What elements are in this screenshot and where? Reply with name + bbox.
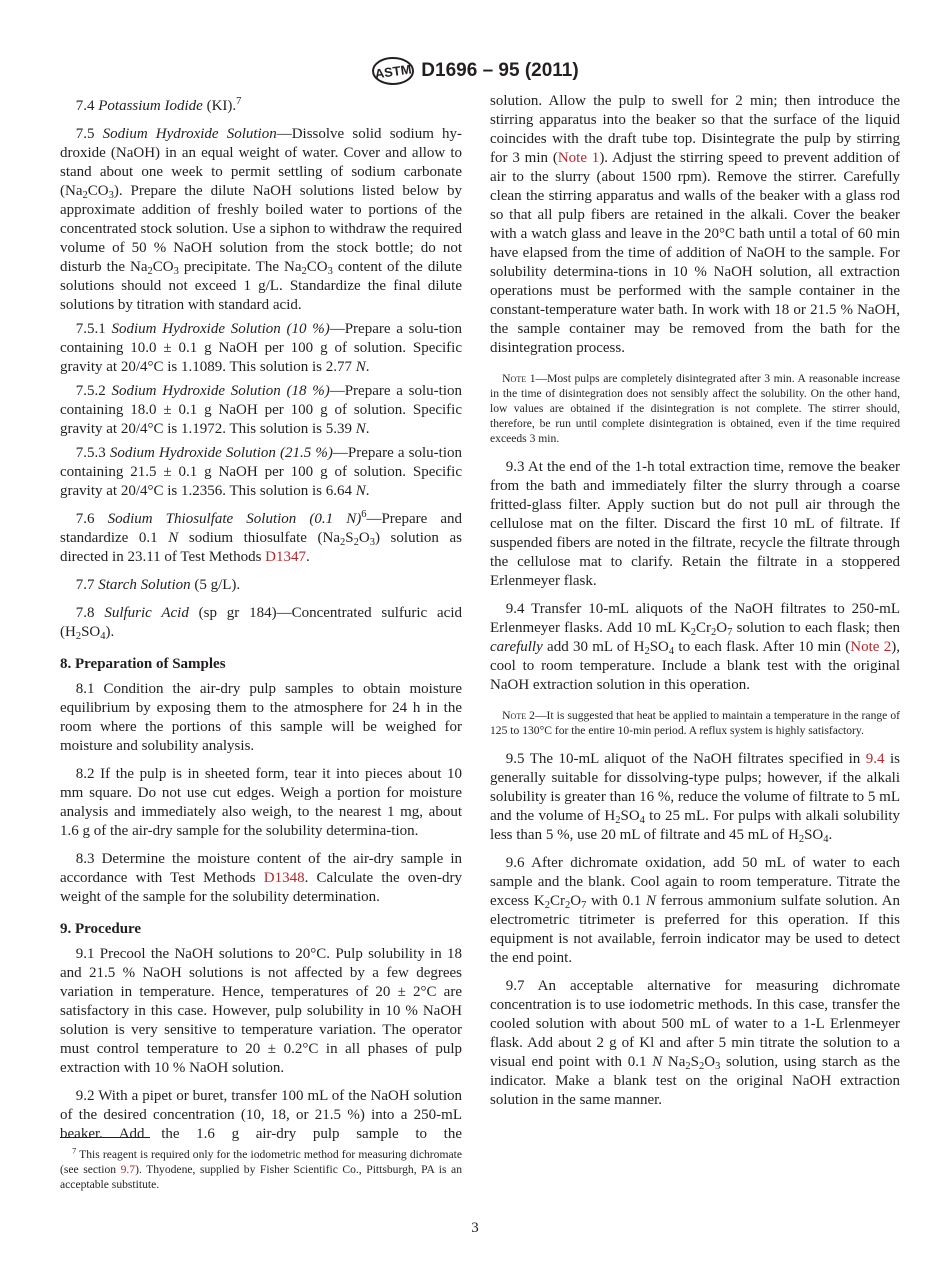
- cross-reference-link[interactable]: 9.4: [865, 751, 885, 767]
- italic-term: N: [652, 1054, 663, 1070]
- subscript: 7: [581, 900, 587, 912]
- cross-reference-link[interactable]: D1348: [263, 870, 305, 886]
- text-run: ).: [105, 624, 115, 640]
- paragraph: [60, 1087, 462, 1144]
- text-run: O: [570, 893, 582, 909]
- paragraph: [60, 945, 462, 1078]
- note: [490, 371, 900, 446]
- subscript: 2: [711, 627, 717, 639]
- footnote-ref: 7: [72, 1146, 77, 1156]
- paragraph: [60, 444, 462, 501]
- text-run: .: [828, 827, 833, 843]
- italic-term: Sulfuric Acid: [104, 605, 189, 621]
- subscript: 2: [685, 1061, 691, 1073]
- subscript: 7: [727, 627, 733, 639]
- text-run: 8.2 If the pulp is in sheeted form, tear it into pieces about 10 mm square. Do not use cut edges. Weigh a portion for moisture analysis and immediately also weigh, to the nearest 1 mg, about 1.6 g of the air-dry sample for the solubility determina-tion.: [60, 766, 462, 839]
- note-label: Note: [502, 372, 527, 385]
- italic-term: N: [168, 530, 179, 546]
- text-run: CO: [87, 183, 109, 199]
- text-run: ). Adjust the stirring speed to prevent addition of air to the slurry (about 1500 rpm). Remove the stirrer. Carefully clean the stirring apparatus and walls of the beaker with a glass rod so that all pulp fibers are retained in the alkali. Cover the beaker with a watch glass and leave in the 20°C bath until a total of 60 min have elapsed from the time of addition of NaOH to the sample. For solubility determina-tions in 10 % NaOH solution, all extraction operations must be performed with the sample container in the constant-temperature water bath. In work with 18 or 21.5 % NaOH, the sample container may be removed from the bath for the disintegration process.: [490, 150, 900, 356]
- text-run: —Prepare a solu-tion containing 21.5 ± 0.1 g NaOH per 100 g of solution. Specific gravity at 20/4°C is 1.2356. This solution is 6.64: [60, 445, 462, 499]
- text-run: —Dissolve solid sodium hy-droxide (NaOH) in an equal weight of water. Cover and allow to stand about one week to permit settling of sodium carbonate (Na: [60, 126, 463, 199]
- subscript: 3: [108, 190, 114, 202]
- text-run: 7.7: [75, 577, 99, 593]
- text-run: 7.5.3: [75, 445, 110, 461]
- subscript: 3: [327, 266, 333, 278]
- paragraph: [60, 680, 462, 756]
- text-run: 8.1 Condition the air-dry pulp samples to obtain moisture equilibrium by exposing them to the atmosphere for 24 h in the room where the portions of this sample will be weighed for moisture and solubility analysis.: [60, 681, 462, 754]
- text-run: S: [690, 1054, 699, 1070]
- italic-term: Starch Solution: [98, 577, 191, 593]
- paragraph: [60, 125, 462, 315]
- text-run: 9.3 At the end of the 1-h total extraction time, remove the beaker from the bath and immediately filter the slurry through a coarse fritted-glass filter. Apply suction but do not pull air through the cellulose mat on the filter. Discard the first 10 mL of filtrate. If suspended fibers are noted in the filtrate, recycle the filtrate through the cellulose mat to clarify. Retain the filtrate in a stoppered Erlenmeyer flask.: [490, 459, 900, 589]
- text-run: ferrous ammonium sulfate solution. An electrometric titrimeter is preferred for this operation. If this equipment is not available, ferroin indicator may be used to detect the end point.: [490, 893, 901, 966]
- italic-term: Sodium Hydroxide Solution (21.5 %): [109, 445, 333, 461]
- text-run: 7.5.1: [75, 321, 112, 337]
- text-run: 8.3 Determine the moisture content of the air-dry sample in accordance with Test Methods: [60, 851, 462, 886]
- text-run: is generally suitable for dissolving-type pulps; however, if the alkali solubility is greater than 16 %, reduce the volume of filtrate to 5 mL and the volume of H: [490, 751, 900, 824]
- subscript: 2: [644, 646, 650, 658]
- cross-reference-link[interactable]: D1347: [265, 549, 307, 565]
- paragraph: [60, 765, 462, 841]
- italic-term: Sodium Thiosulfate Solution (0.1 N): [107, 511, 362, 527]
- text-run: 7.5: [75, 126, 103, 142]
- text-run: precipitate. The Na: [178, 259, 302, 275]
- italic-term: Sodium Hydroxide Solution (10 %): [111, 321, 330, 337]
- text-run: 2—It is suggested that heat be applied to maintain a temperature in the range of 125 to 130°C for the entire 10-min period. A reflux system is highly satisfactory.: [490, 709, 900, 737]
- cross-reference-link[interactable]: Note 2: [850, 639, 892, 655]
- subscript: 2: [798, 834, 805, 846]
- svg-text:ASTM: ASTM: [374, 61, 413, 82]
- page-number: 3: [471, 1220, 479, 1236]
- text-run: 9.2 With a pipet or buret, transfer 100 mL of the NaOH solution of the desired concentration (10, 18, or 21.5 %) into a 250-mL beaker. Add the 1.6 g air-dry pulp sample to the: [60, 1088, 462, 1142]
- text-run: 9.6 After dichromate oxidation, add 50 mL of water to each sample and the blank. Cool again to room temperature. Titrate the excess K: [490, 855, 900, 909]
- section-heading: 8. Preparation of Samples: [60, 656, 226, 672]
- text-run: . Calculate the oven-dry weight of the sample for the solubility determination.: [60, 870, 462, 905]
- text-run: CO: [306, 259, 328, 275]
- text-run: Cr: [696, 620, 712, 636]
- subscript: 4: [100, 631, 106, 643]
- text-run: This reagent is required only for the iodometric method for measuring dichromate (see section: [60, 1148, 462, 1176]
- italic-term: Sodium Hydroxide Solution (18 %): [111, 383, 330, 399]
- text-run: SO: [804, 827, 824, 843]
- text-run: .: [365, 421, 370, 437]
- text-run: SO: [649, 639, 669, 655]
- subscript: 3: [369, 537, 375, 549]
- text-run: (sp gr 184)—Concentrated sulfuric acid (H: [60, 605, 462, 640]
- text-run: ) solution as directed in 23.11 of Test Methods: [60, 530, 462, 565]
- subscript: 4: [823, 834, 829, 846]
- footnote-ref: 7: [236, 96, 242, 108]
- paragraph: [60, 576, 462, 595]
- subscript: 3: [715, 1061, 721, 1073]
- italic-term: carefully: [490, 639, 543, 655]
- footnote-divider: [60, 1137, 150, 1138]
- paragraph: [60, 604, 462, 642]
- text-run: sodium thiosulfate (Na: [178, 530, 341, 546]
- subscript: 2: [147, 266, 153, 278]
- subscript: 2: [82, 190, 88, 202]
- paragraph: [60, 320, 462, 377]
- text-run: .: [365, 359, 370, 375]
- italic-term: N: [355, 421, 366, 437]
- paragraph: [490, 977, 900, 1110]
- italic-term: Sodium Hydroxide Solution: [102, 126, 277, 142]
- text-run: to 25 mL. For pulps with alkali solubility less than 5 %, use 20 mL of filtrate and 45 mL of H: [490, 808, 901, 843]
- paragraph: [490, 854, 900, 968]
- subscript: 2: [353, 537, 359, 549]
- text-run: SO: [81, 624, 101, 640]
- text-run: Cr: [549, 893, 565, 909]
- paragraph: [60, 97, 462, 116]
- cross-reference-link[interactable]: 9.7: [120, 1163, 136, 1176]
- text-run: solution. Allow the pulp to swell for 2 min; then introduce the stirring apparatus into the beaker so that the surface of the liquid coincides with the draft tube top. Disintegrate the pulp by stirring for 3 min (: [490, 93, 900, 166]
- left-column: [60, 92, 462, 1144]
- text-run: 7.6: [75, 511, 108, 527]
- footnote-7: [60, 1147, 462, 1192]
- italic-term: N: [355, 483, 366, 499]
- subscript: 2: [544, 900, 550, 912]
- text-run: to each flask. After 10 min (: [674, 639, 851, 655]
- text-run: 1—Most pulps are completely disintegrated after 3 min. A reasonable increase in the time of disintegration does not sensibly affect the solubility. On the other hand, low values are obtained if the disintegration is not complete. The stirrer should, therefore, be run until complete disintegration is obtained, even if the time required exceeds 3 min.: [490, 372, 900, 445]
- text-run: —Prepare a solu-tion containing 18.0 ± 0.1 g NaOH per 100 g of solution. Specific gravity at 20/4°C is 1.1972. This solution is 5.39: [60, 383, 462, 437]
- subscript: 3: [173, 266, 179, 278]
- astm-logo: [371, 56, 415, 86]
- text-run: Na: [662, 1054, 686, 1070]
- subscript: 2: [340, 537, 346, 549]
- text-run: 7.8: [75, 605, 105, 621]
- text-run: .: [306, 549, 310, 565]
- text-run: 7.4: [75, 98, 99, 114]
- standard-designation: D1696 – 95 (2011): [421, 60, 579, 81]
- text-run: ). Thyodene, supplied by Fisher Scientific Co., Pittsburgh, PA is an acceptable substitute.: [60, 1163, 462, 1191]
- italic-term: N: [645, 893, 656, 909]
- text-run: 9.5 The 10-mL aliquot of the NaOH filtrates specified in: [505, 751, 866, 767]
- subscript: 2: [564, 900, 571, 912]
- subscript: 2: [615, 815, 621, 827]
- text-run: (5 g/L).: [190, 577, 241, 593]
- text-run: content of the dilute solutions should not exceed 1 g/L. Standardize the final dilute solutions by titration with standard acid.: [60, 259, 463, 313]
- text-run: ). Prepare the dilute NaOH solutions listed below by approximate addition of freshly boiled water to portions of the concentrated stock solution. Use a siphon to withdraw the required volume of 50 % NaOH solution from the stock bottle; do not disturb the Na: [60, 183, 462, 275]
- text-run: 9.4 Transfer 10-mL aliquots of the NaOH filtrates to 250-mL Erlenmeyer flasks. Add 10 mL K: [490, 601, 900, 636]
- subscript: 2: [698, 1061, 705, 1073]
- section-heading: 9. Procedure: [60, 921, 142, 937]
- paragraph: [60, 510, 462, 567]
- cross-reference-link[interactable]: Note 1: [557, 150, 600, 166]
- italic-term: Potassium Iodide: [98, 98, 203, 114]
- text-run: 9.7 An acceptable alternative for measuring dichromate concentration is to use iodometric methods. In this case, transfer the cooled solution with about 500 mL of water to a 1-L Erlenmeyer flask. Add about 2 g of Kl and after 5 min titrate the solution to a visual end point with 0.1: [490, 978, 900, 1070]
- footnote-ref: 6: [361, 509, 367, 521]
- note: [490, 708, 900, 738]
- paragraph: [60, 382, 462, 439]
- right-column: [490, 92, 900, 1110]
- subscript: 4: [668, 646, 675, 658]
- subscript: 2: [301, 266, 307, 278]
- text-run: 9.1 Precool the NaOH solutions to 20°C. Pulp solubility in 18 and 21.5 % NaOH solutions is not affected by a few degrees variation in temperature. Hence, temperatures of 20 ± 2°C are satisfactory in this case. However, pulp solubility in 10 % NaOH solution is very sensitive to temperature variation. The operator must control temperature to 20 ± 0.2°C in all phases of pulp extraction with 10 % NaOH solution.: [60, 946, 462, 1076]
- text-run: O: [716, 620, 728, 636]
- text-run: O: [704, 1054, 716, 1070]
- italic-term: N: [355, 359, 366, 375]
- subscript: 4: [639, 815, 645, 827]
- text-run: —Prepare and standardize 0.1: [60, 511, 463, 546]
- note-label: Note: [502, 709, 527, 722]
- text-run: CO: [152, 259, 174, 275]
- paragraph: [490, 92, 900, 358]
- paragraph: [490, 458, 900, 591]
- subscript: 2: [690, 627, 697, 639]
- subscript: 2: [75, 631, 82, 643]
- text-run: 7.5.2: [75, 383, 112, 399]
- paragraph: [490, 600, 900, 695]
- text-run: SO: [620, 808, 640, 824]
- paragraph: [60, 850, 462, 907]
- text-run: O: [358, 530, 370, 546]
- text-run: add 30 mL of H: [542, 639, 645, 655]
- text-run: with 0.1: [586, 893, 646, 909]
- text-run: .: [365, 483, 370, 499]
- text-run: solution to each flask; then: [732, 620, 900, 636]
- text-run: solution, using starch as the indicator. Make a blank test on the original NaOH extraction solution in the same manner.: [490, 1054, 900, 1108]
- text-run: S: [345, 530, 354, 546]
- text-run: —Prepare a solu-tion containing 10.0 ± 0.1 g NaOH per 100 g of solution. Specific gravity at 20/4°C is 1.1089. This solution is 2.77: [60, 321, 462, 375]
- text-run: ), cool to room temperature. Include a blank test with the original NaOH extraction solution in this operation.: [490, 639, 900, 693]
- paragraph: [490, 750, 900, 845]
- page-header: [0, 56, 950, 86]
- text-run: (KI).: [202, 98, 237, 114]
